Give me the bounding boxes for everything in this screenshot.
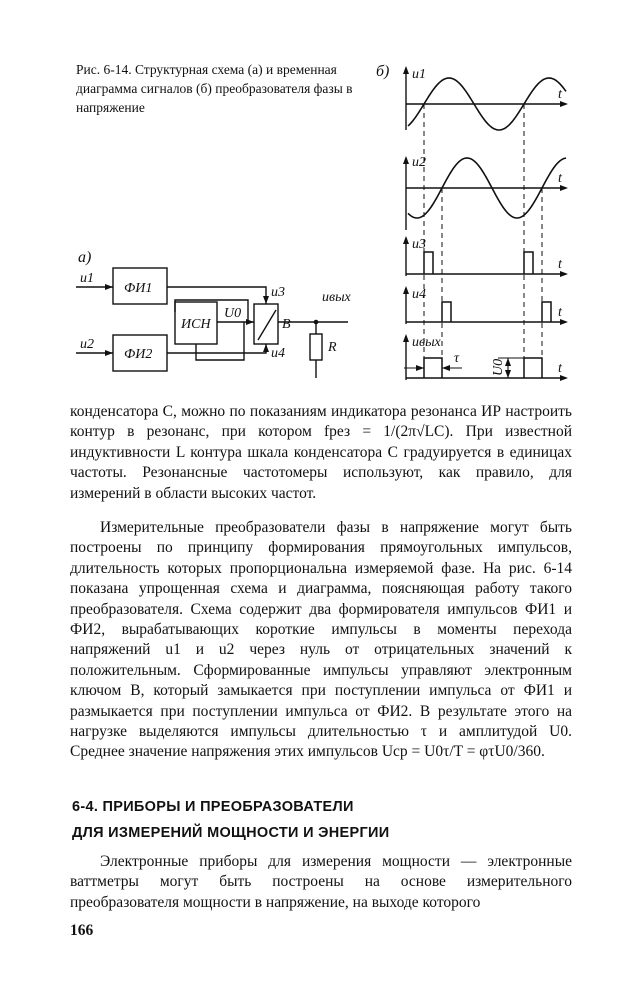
t-label-3: t [558,257,562,272]
t-label-1: t [558,87,562,102]
u3-axis-label: u3 [412,237,426,252]
u2-axis-label: u2 [412,155,426,170]
t-label-4: t [558,305,562,320]
u4-label: u4 [271,346,285,361]
uout-axis-label: uвых [412,335,441,350]
u0-label: U0 [224,306,242,321]
key-b-block [254,304,278,344]
uout-label: uвых [322,290,351,305]
uout-pulse [524,358,542,378]
section-title: 6-4. ПРИБОРЫ И ПРЕОБРАЗОВАТЕЛИ ДЛЯ ИЗМЕРЕНИЙ МОЩНОСТИ И ЭНЕРГИИ [72,799,390,841]
page-number: 166 [70,922,94,939]
panel-a-label: а) [78,249,92,266]
u4-pulse [442,302,451,322]
figure-caption: Рис. 6-14. Структурная схема (а) и временная диаграмма сигналов (б) преобразователя фазы в напряжение [76,62,353,115]
u3-pulse [524,252,533,274]
u3-pulse [424,252,433,274]
u2-input-label: u2 [80,337,94,352]
isn-label: ИСН [181,317,211,332]
body-paragraph-3: Электронные приборы для измерения мощности — электронные ваттметры могут быть построены на основе измерительного преобразователя мощности в напряжение, на выходе которого [70,853,572,911]
t-label-2: t [558,171,562,186]
tau-label: τ [454,351,460,366]
body-paragraph-1: конденсатора C, можно по показаниям индикатора резонанса ИР настроить контур в резонанс, при котором fрез = 1/(2π√LC). При известной индуктивности L контура шкала конденсатора C градуируется в единицах частоты. Резонансные частотомеры используют, как правило, для измерений в области высоких частот. [70,403,572,502]
resistor-r [310,334,322,360]
panel-b-label: б) [376,63,390,80]
u4-pulse [542,302,551,322]
u1-axis-label: u1 [412,67,426,82]
u3-label: u3 [271,285,285,300]
body-paragraph-2: Измерительные преобразователи фазы в напряжение могут быть построены по принципу формирования прямоугольных импульсов, длительность которых пропорциональна измеряемой фазе. На рис. 6-14 показана упрощенная схема и диаграмма, поясняющая работу такого преобразователя. Схема содержит два формирователя импульсов ФИ1 и ФИ2, вырабатывающих короткие импульсы в моменты перехода напряжений u1 и u2 через нуль от отрицательных значений к положительным. Сформированные импульсы управляют электронным ключом B, который замыкается при поступлении импульса от ФИ1 и размыкается при поступлении импульса от ФИ2. В результате этого на нагрузке выделяются импульсы длительностью τ и амплитудой U0. Среднее значение напряжения этих импульсов Uср = U0τ/T = φτU0/360. [70,519,572,761]
fi2-label: ФИ2 [124,347,153,362]
u4-axis-label: u4 [412,287,426,302]
t-label-5: t [558,361,562,376]
r-label: R [328,340,337,355]
b-label: B [282,317,291,332]
fi1-label: ФИ1 [124,281,153,296]
u0-amplitude-label: U0 [491,358,506,376]
u1-input-label: u1 [80,271,94,286]
uout-pulse [424,358,442,378]
figure-6-14 [0,0,639,400]
